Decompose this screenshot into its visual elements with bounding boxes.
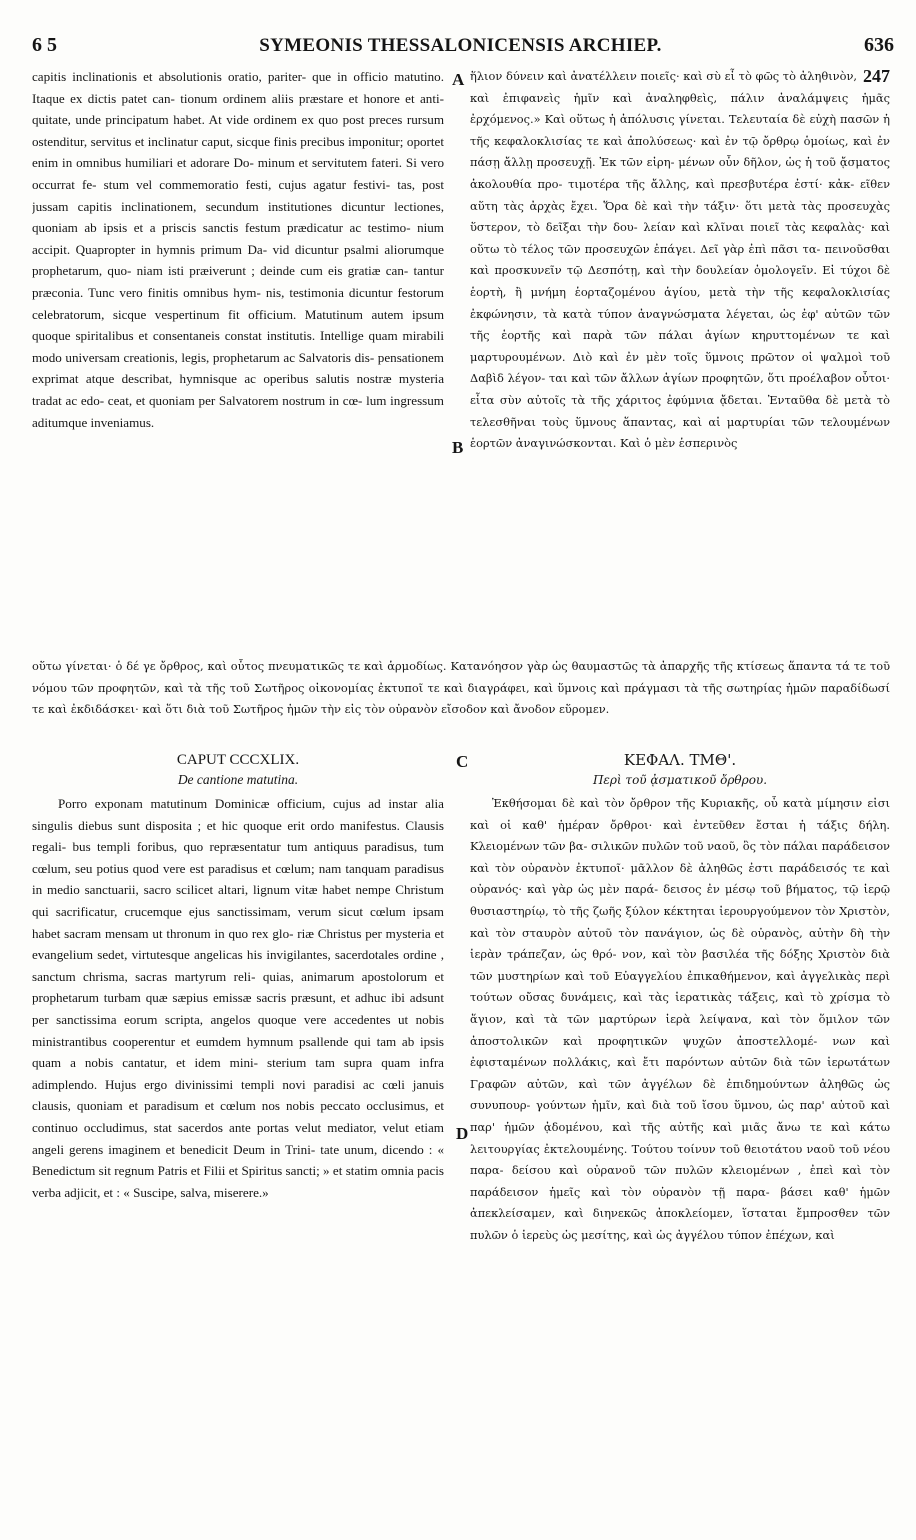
section-marker-d: D: [456, 1124, 469, 1143]
section-marker-b: B: [452, 438, 464, 457]
latin-chapter-subheading: De cantione matutina.: [177, 772, 299, 787]
latin-chapter-heading: CAPUT CCCXLIX.: [176, 752, 300, 768]
page-header: [32, 34, 894, 64]
greek-column-bottom: [470, 750, 890, 1520]
right-page-number: 636: [863, 34, 894, 56]
greek-column-top: [470, 66, 890, 656]
greek-chapter-heading: ΚΕΦΑΛ. ΤΜΘ'.: [623, 751, 737, 769]
section-marker-c: C: [456, 752, 469, 771]
latin-paragraph-bottom: Porro exponam matutinum Dominicæ officium, cujus ad instar alia singulis diebus sunt disposita ; et hic quoque erit ordo manifestus. Clausis regali- bus templi foribus, quo repræsentatur tum antiquus paradisus, tum cœlum, seu potius quod vere est paradisus et cœlum; nam tanquam paradisus in medio sanctuarii, sacro scilicet altari, lignum vitæ habet nempe Christum qui sacrificatur, crucemque ejus sanctissimam, verum sicut cœlum ipsam habet sacram mensam ut thronum in quo rex glo- riæ Christus per mysteria et evangelium sedet, virtutesque angelicas his invigilantes, sacerdotales ordine , sanctum chrisma, sacras martyrum reli- quias, animarum apostolorum et prophetarum turbam quæ sæpius emissæ sacris præsunt, et adhuc ibi adsunt per sanctissima eorum scripta, angelos quoque vere accedentes ut nobis ministrantibus cooperentur et eumdem hymnum psallende qui tam ab ipsis quam a nobis cantatur, et idem mini- sterium tam supra quam infra adimplendo. Hujus ergo divinissimi templi novi paradisi ac cœli januis clausis, quoniam et paradisum et cœlum nos nobis peccato occlusimus, et continuo occludimus, stat sacerdos ante portas velut mediator, velut etiam angeli gerens imaginem et benedicit Deum in Trini- tate unum, dicendo : « Benedictum sit regnum Patris et Filii et Spiritus sancti; » et statim omnia pacis verba adjicit, et : « Suscipe, salva, miserere.»: [32, 796, 444, 1200]
section-marker-a: A: [452, 70, 465, 89]
column-number: 247: [863, 66, 890, 86]
greek-paragraph-top: 247 ἥλιον δύνειν καὶ ἀνατέλλειν ποιεῖς· καὶ σὺ εἶ τὸ φῶς τὸ ἀληθινὸν, καὶ ἐπιφανεὶς ἡμῖν καὶ ἀναληφθεὶς, πάλιν ἀναλάμψεις ἡμᾶς ἐρχόμενος.» Καὶ οὕτως ἡ ἀπόλυσις γίνεται. Τελευταία δὲ εὐχὴ πασῶν ἡ τῆς κεφαλοκλισίας τε καὶ ἀπολύσεως· καὶ ἐν τῷ ὄρθρῳ ὁμοίως, καὶ ἐν πάσῃ ἄλλῃ προσευχῇ. Ἐκ τῶν εἰρη- μένων οὖν δῆλον, ὡς ἡ τοῦ ᾄσματος ἀκολουθία προ- τιμοτέρα τῆς ἄλλης, καὶ πρεσβυτέρα ἐστί· κἀκ- εῖθεν αὕτη τὰς ἀρχὰς ἔχει. Ὅρα δὲ καὶ τὴν τάξιν· ὅτι μετὰ τὰς προσευχὰς ὕστερον, τὸ δεῖξαι τὴν δου- λείαν καὶ κλῖναι ποιεῖ τὰς κεφαλὰς· καὶ οὕτω τὸ τέλος τῶν προσευχῶν ἐπάγει. Δεῖ γὰρ ἐπὶ πᾶσι τα- πεινοῦσθαι καὶ προσκυνεῖν τῷ Δεσπότῃ, καὶ τὴν δουλείαν ὁμολογεῖν. Εἰ τύχοι δὲ ἑορτὴ, ἢ μνήμη ἑορταζομένου ἁγίου, μετὰ τὴν τῆς κεφαλοκλισίας ἐκφώνησιν, τὰ κατὰ τύπον ἀναγνώσματα λέγεται, ὡς ἐφ' αὐτῶν τῶν τῆς ἑορτῆς καὶ παρὰ τῶν πάλαι ἁγίων κηρυττομένων τε καὶ μαρτυρουμένων. Διὸ καὶ ἐν μὲν τοῖς ὕμνοις πρῶτον οἱ ψαλμοὶ τοῦ Δαβὶδ λέγον- ται καὶ τῶν ἄλλων ἁγίων προφητῶν, ὅτι προέλαβον οὗτοι· εἶτα σὺν αὐτοῖς τὰ τῆς χάριτος ἐφύμνια ᾄδεται. Ἐνταῦθα δὲ μετὰ τὸ τελεσθῆναι τοὺς ὕμνους ἅπαντας, καὶ αἱ μαρτυρίαι τῶν τελουμένων ἑορτῶν ἀναγινώσκονται. Καὶ ὁ μὲν ἑσπερινὸς: [470, 66, 890, 451]
greek-spanning-paragraph: οὕτω γίνεται· ὁ δέ γε ὄρθρος, καὶ οὗτος πνευματικῶς τε καὶ ἁρμοδίως. Κατανόησον γὰρ ὡς θαυμαστῶς τὰ ἀπαρχῆς τῆς κτίσεως ἅπαντα τά τε τοῦ νόμου τῶν προφητῶν, καὶ τὰ τῆς τοῦ Σωτῆρος οἰκονομίας ἐκτυποῖ τε καὶ διαγράφει, καὶ ὕμνοις καὶ πράγμασι τὰ τῆς σωτηρίας ἡμῶν παραδίδωσί τε καὶ ἐκδιδάσκει· καὶ ὅτι διὰ τοῦ Σωτῆρος ἡμῶν τὴν εἰς τὸν οὐρανὸν εἴσοδον καὶ ἄνοδον εὕρομεν.: [32, 659, 890, 717]
latin-paragraph-top: capitis inclinationis et absolutionis oratio, pariter- que in officio matutino. Itaque ex dictis patet can- tionum ordinem aliis præstare et honore et anti- quitate, unde principatum habet. At vide ordinem ex quo post preces rursum ostenditur, servitus et inclinatur caput, sicque finis precibus imponitur; oportet enim in omnibus humiliari et adorare Do- minum et servitutem fateri. Si vero occurrat fe- stum vel commemoratio festi, cujus agatur festivi- tas, post jussam capitis inclinationem, secundum institutiones dicuntur lectiones, quoniam ab ipsis et a priscis sanctis festum prædicatur ac testimo- nium accipit. Quapropter in hymnis primum Da- vid dicuntur psalmi aliorumque prophetarum, quo- niam isti præiverunt ; deinde cum eis gratiæ can- tantur præconia. Tunc vero finitis omnibus hym- nis, testimonia dicuntur festorum celebratorum, sicque vespertinum fit officium. Matutinum autem ipsum quoque spiritalibus et consentaneis constat institutis. Intellige quam mirabili modo universam creationis, legis, prophetarum ac Salvatoris dis- pensationem exprimat atque describat, hymnisque ac operibus salutis nostræ mysteria tradat ac edo- ceat, et quoniam per Salvatorem nostrum in cœ- lum ingressum aditumque inveniamus.: [32, 69, 444, 430]
greek-chapter-subheading: Περὶ τοῦ ᾀσματικοῦ ὄρθρου.: [592, 773, 768, 787]
running-title: SYMEONIS THESSALONICENSIS ARCHIEP.: [259, 35, 662, 56]
left-page-number: 6 5: [32, 34, 57, 56]
greek-paragraph-bottom: Ἐκθήσομαι δὲ καὶ τὸν ὄρθρον τῆς Κυριακῆς, οὗ κατὰ μίμησιν εἰσι καὶ οἱ καθ' ἡμέραν ὄρθροι· καὶ ἐντεῦθεν ἔσται ἡ τάξις δήλη. Κλειομένων τῶν βα- σιλικῶν πυλῶν τοῦ ναοῦ, ὃς τὸν πάλαι παράδεισον καὶ τὸν οὐρανὸν ἐκτυποῖ· μᾶλλον δὲ ἀληθῶς ἐστι παράδεισός τε καὶ οὐρανός· καὶ γὰρ ὡς μὲν παρά- δεισος ἐν μέσῳ τοῦ βήματος, τῷ ἱερῷ θυσιαστηρίῳ, τὸ τῆς ζωῆς ξύλον κέκτηται ἱερουργούμενον τὸν Χριστὸν, καὶ τὸν σταυρὸν αὐτοῦ τὸν πανάγιον, ὡς δὲ οὐρανὸς, αὐτὴν δὴ τὴν ἱερὰν τράπεζαν, ὡς θρό- νον, καὶ τὸν βασιλέα τῆς δόξης Χριστὸν διὰ τῶν μυστηρίων καὶ τοῦ Εὐαγγελίου ἐπικαθήμενον, καὶ ἀγγελικὰς περὶ τούτων οὔσας δυνάμεις, καὶ τὰς ἱερατικὰς τάξεις, καὶ τὸ χρίσμα τὸ ἅγιον, καὶ τὰ τῶν μαρτύρων ἱερὰ λείψανα, καὶ τὸν ὅμιλον τῶν ἀποστολικῶν καὶ προφητικῶν ψυχῶν ἀποστελλομέ- νων καὶ ἐφισταμένων πολλάκις, καὶ ἔτι παρόντων αὐτῶν διὰ τῶν ἱερωτάτων Γραφῶν αὐτῶν, καὶ τῶν ἀγγέλων δὲ ἐπιδημούντων ἀληθῶς ὡς συνυπουρ- γούντων ἡμῖν, καὶ διὰ τοῦ ἴσου ὕμνου, ὡς παρ' αὐτοῦ καὶ παρ' ἡμῶν ᾀδομένου, καὶ τῆς αὐτῆς καὶ μιᾶς ἄνω τε καὶ κάτω λειτουργίας ἐκτελουμένης. Τούτου τοίνυν τοῦ θειοτάτου ναοῦ τοῦ νέου παρα- δείσου καὶ οὐρανοῦ τῶν πυλῶν κλειομένων , ἐπεὶ καὶ τὸν παράδεισον ἡμεῖς καὶ τὸν οὐρανὸν τῇ παρα- βάσει καθ' ἡμῶν ἀπεκλείσαμεν, καὶ διηνεκῶς ἀποκλείομεν, ἵσταται ἔμπροσθεν τῶν πυλῶν ὁ ἱερεὺς ὡς μεσίτης, καὶ ὡς ἀγγέλου τύπον ἐπέχων, καὶ: [470, 796, 890, 1242]
latin-column-top: [32, 66, 444, 654]
latin-column-bottom: [32, 750, 444, 1520]
